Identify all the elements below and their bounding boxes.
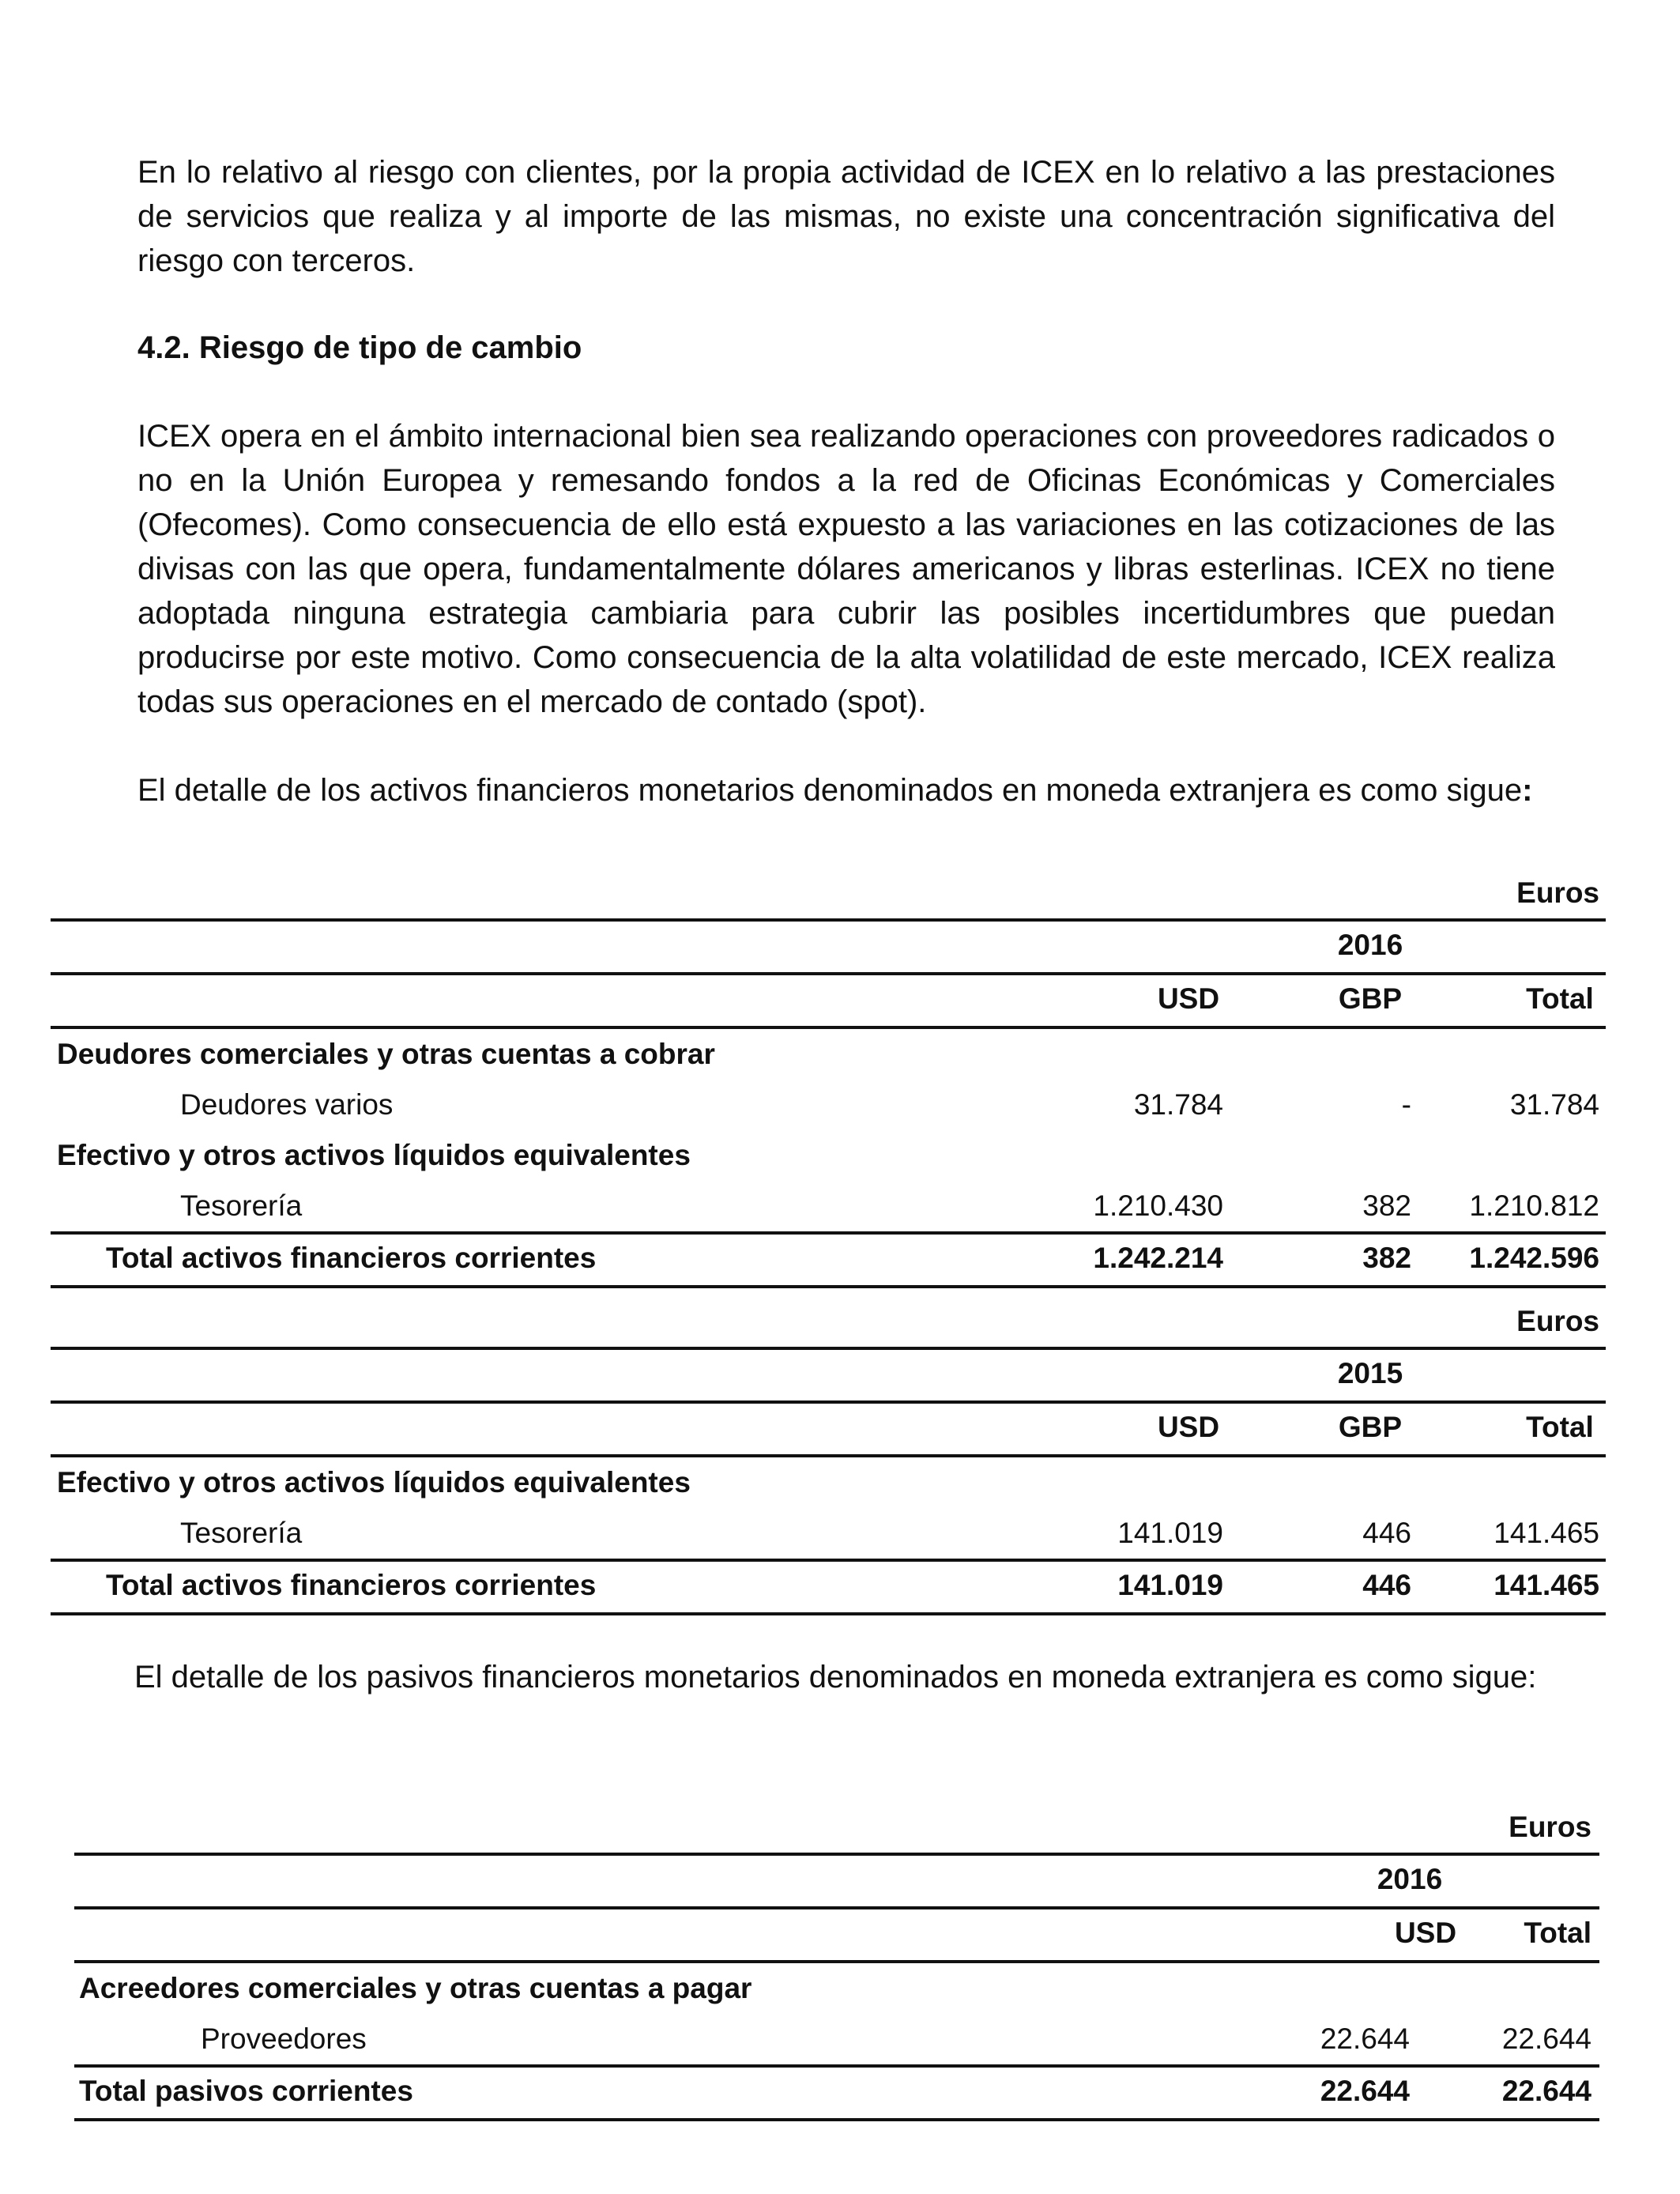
- totals-gbp: 446: [1362, 1569, 1411, 1601]
- liabilities-intro-paragraph: El detalle de los pasivos financieros monetarios denominados en moneda extranjera es como sigue:: [134, 1660, 1537, 1695]
- assets-intro-text: El detalle de los activos financieros monetarios denominados en moneda extranjera es como sigue: [137, 773, 1523, 808]
- col-total: Total: [1524, 1917, 1591, 1949]
- row-gbp: -: [1401, 1088, 1411, 1121]
- section-label: Efectivo y otros activos líquidos equivalentes: [57, 1139, 691, 1171]
- totals-total: 1.242.596: [1469, 1242, 1599, 1274]
- section-row: [51, 1457, 1606, 1508]
- totals-row: [51, 1235, 1606, 1288]
- liabilities-table-2016: [74, 1802, 1599, 2121]
- row-total: 22.644: [1501, 2022, 1591, 2055]
- section-row: [51, 1130, 1606, 1181]
- unit-row: [74, 1802, 1599, 1853]
- section-label: Deudores comerciales y otras cuentas a cobrar: [57, 1038, 715, 1070]
- row-total: 141.465: [1494, 1517, 1599, 1549]
- year-row: [74, 1853, 1599, 1906]
- totals-usd: 141.019: [1117, 1569, 1223, 1601]
- year-row: [51, 918, 1606, 972]
- col-gbp: GBP: [1338, 1411, 1403, 1443]
- row-gbp: 446: [1362, 1517, 1411, 1549]
- year-label: 2015: [1337, 1357, 1403, 1389]
- row-usd: 1.210.430: [1093, 1189, 1223, 1222]
- row-gbp: 382: [1362, 1189, 1411, 1222]
- year-label: 2016: [1377, 1863, 1443, 1895]
- intro-paragraph: En lo relativo al riesgo con clientes, por la propia actividad de ICEX en lo relativo a las prestaciones de servicios que realiza y al importe de las mismas, no existe una concentración significativa del riesgo con terceros.: [137, 155, 1555, 278]
- totals-label: Total activos financieros corrientes: [106, 1569, 597, 1601]
- year-label: 2016: [1337, 929, 1403, 961]
- table-row: [51, 1181, 1606, 1235]
- assets-table-2015: [51, 1296, 1606, 1615]
- col-total: Total: [1526, 1411, 1594, 1443]
- row-label: Tesorería: [180, 1189, 303, 1222]
- section-label: Acreedores comerciales y otras cuentas a pagar: [79, 1972, 752, 2004]
- column-header-row: [74, 1906, 1599, 1963]
- assets-intro-colon: :: [1522, 773, 1533, 808]
- totals-total: 141.465: [1494, 1569, 1599, 1601]
- col-total: Total: [1526, 982, 1594, 1015]
- unit-label: Euros: [1516, 1305, 1599, 1337]
- assets-intro-paragraph: [137, 768, 1555, 812]
- totals-gbp: 382: [1362, 1242, 1411, 1274]
- col-usd: USD: [1394, 1917, 1457, 1949]
- row-label: Proveedores: [201, 2022, 367, 2055]
- section-heading: 4.2. Riesgo de tipo de cambio: [137, 330, 582, 365]
- unit-label: Euros: [1509, 1811, 1591, 1843]
- totals-label: Total activos financieros corrientes: [106, 1242, 597, 1274]
- section-row: [51, 1029, 1606, 1080]
- year-row: [51, 1347, 1606, 1400]
- exchange-risk-paragraph: ICEX opera en el ámbito internacional bien sea realizando operaciones con proveedores radicados o no en la Unión Europea y remesando fondos a la red de Oficinas Económicas y Comerciales (Ofecomes). Como consecuencia de ello está expuesto a las variaciones en las cotizaciones de las divisas con las que opera, fundamentalmente dólares americanos y libras esterlinas. ICEX no tiene adoptada ninguna estrategia cambiaria para cubrir las posibles incertidumbres que puedan producirse por este motivo. Como consecuencia de la alta volatilidad de este mercado, ICEX realiza todas sus operaciones en el mercado de contado (spot).: [137, 419, 1555, 719]
- col-usd: USD: [1157, 1411, 1220, 1443]
- totals-usd: 22.644: [1320, 2075, 1410, 2107]
- row-total: 31.784: [1509, 1088, 1599, 1121]
- row-label: Deudores varios: [180, 1088, 394, 1121]
- totals-usd: 1.242.214: [1093, 1242, 1223, 1274]
- row-total: 1.210.812: [1469, 1189, 1599, 1222]
- table-row: [51, 1508, 1606, 1562]
- column-header-row: [51, 972, 1606, 1029]
- unit-row: [51, 1296, 1606, 1347]
- table-row: [51, 1080, 1606, 1130]
- totals-row: [74, 2068, 1599, 2121]
- section-label: Efectivo y otros activos líquidos equivalentes: [57, 1466, 691, 1498]
- column-header-row: [51, 1400, 1606, 1457]
- unit-row: [51, 868, 1606, 918]
- row-usd: 141.019: [1117, 1517, 1223, 1549]
- totals-total: 22.644: [1501, 2075, 1591, 2107]
- row-usd: 31.784: [1133, 1088, 1223, 1121]
- totals-label: Total pasivos corrientes: [79, 2075, 413, 2107]
- col-usd: USD: [1157, 982, 1220, 1015]
- row-label: Tesorería: [180, 1517, 303, 1549]
- col-gbp: GBP: [1338, 982, 1403, 1015]
- totals-row: [51, 1562, 1606, 1615]
- assets-table-2016: [51, 868, 1606, 1288]
- row-usd: 22.644: [1320, 2022, 1410, 2055]
- section-row: [74, 1963, 1599, 2014]
- unit-label: Euros: [1516, 876, 1599, 909]
- table-row: [74, 2014, 1599, 2068]
